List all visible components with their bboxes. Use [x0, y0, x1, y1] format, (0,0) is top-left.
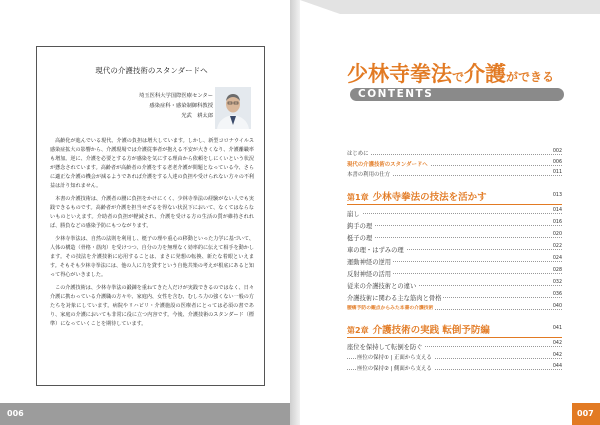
chapter-heading-1[interactable]: [347, 186, 562, 205]
toc-row[interactable]: 腰痛予防の観点からみた本書の介護技術 040: [347, 303, 562, 311]
page-gutter: [290, 0, 300, 425]
toc-row[interactable]: 従来の介護技術との違い 032: [347, 279, 562, 290]
foreword-box: [36, 46, 265, 386]
foreword-title: 現代の介護技術のスタンダードへ: [95, 66, 208, 75]
book-title: [347, 58, 587, 88]
toc-row[interactable]: 介護技術に関わる主な筋肉と骨格 036: [347, 291, 562, 302]
title-part: で: [452, 70, 465, 84]
foreword-paragraph: 少林寺拳法は、自然の法則を利用し、梃子の理や重心の移動といった力学に基づいて、人体の構造（骨格・筋肉）を受けつつ、自分の力を無理なく効率的に伝えて相手を動かします。その技法を介護技術に応用することは、まさに発想の転換、新たな着眼といえます。そもそも少林寺拳法には、他の人に力を貸すという自他共楽の考えが根底にあると知って得心がいきました。: [50, 236, 254, 278]
right-page: [300, 0, 600, 425]
title-part: 介護: [464, 62, 507, 86]
right-footer: [572, 403, 600, 425]
toc-row[interactable]: 座位の保持② | 側面から支える 044: [347, 363, 562, 374]
right-page-number: 007: [577, 409, 594, 418]
author-block: [113, 91, 213, 121]
toc-row[interactable]: 鈎手の理 016: [347, 219, 562, 230]
corner-decoration: [300, 0, 600, 14]
toc-row[interactable]: 崩し 014: [347, 207, 562, 218]
toc-row[interactable]: 梃子の理 020: [347, 231, 562, 242]
title-part: 少林寺拳法: [347, 62, 452, 86]
toc-row[interactable]: 反射神経の活用 028: [347, 267, 562, 278]
chapter-title: 介護技術の実践 転倒予防編: [372, 325, 490, 337]
author-name: 光武 耕太郎: [181, 113, 213, 119]
foreword-body: [50, 137, 254, 333]
foreword-paragraph: この介護技術は、少林寺拳法の鍛錬を重ねてきた人だけが実践できるのではなく、日々介護に携わっている介護職の方々や、家庭内、女性を含む、むしろ力の強くない一般の方たちを対象にしています。病院やリハビリ・介護施設の医療者にとっては必須の書であり、家庭の介護においても非常に役に立つ内容です。今後、介護技術のスタンダード（標準）になっていくことを期待しています。: [50, 285, 254, 327]
chapter-prefix: 第2章: [347, 326, 369, 336]
author-affiliation: 埼玉医科大学国際医療センター: [139, 93, 213, 99]
toc-row[interactable]: 本書の利用の仕方 011: [347, 170, 562, 179]
foreword-paragraph: 本書の介護技術は、介護者の腰に負担をかけにくく、少林寺拳法の経験がない人でも実践できるものです。高齢者が介護を担当せざるを得ない状況下において、なくてはならないものといえます。介助者の負担が軽減され、介護を受ける方の生活の質が維持されれば、勝負などの感染予防にもつながります。: [50, 196, 254, 229]
left-page-number: 006: [7, 409, 24, 418]
title-part: が: [506, 70, 519, 84]
chapter-page: 013: [552, 192, 562, 198]
chapter-heading-2[interactable]: [347, 319, 562, 338]
chapter-prefix: 第1章: [347, 192, 369, 202]
table-of-contents: [347, 148, 562, 374]
toc-row[interactable]: 運動神経の逆用 024: [347, 255, 562, 266]
left-page: [0, 0, 290, 425]
chapter-page: 041: [552, 326, 562, 332]
author-position: 感染症科・感染制御科教授: [149, 103, 213, 109]
author-photo: [215, 87, 251, 129]
toc-row[interactable]: 車の理・はずみの理 022: [347, 243, 562, 254]
toc-row[interactable]: 座位を保持して転倒を防ぐ 042: [347, 341, 562, 352]
foreword-paragraph: 高齢化が進んでいる現代、介護の負担は増大しています。しかし、新型コロナウイルス感染症拡大の影響から、介護現場では介護従事者が抱える不安が大きくなり、介護離職率も増加。逆に、介護を必要とする方が感染を気にする理由から依頼をしにくいという状況が懸念されています。高齢者が高齢者の介護をする老老介護が問題となっている今、さらに適正な介護の機会が減るようであれば介護をする人達の負担や受けられない方々の不利益は計り知れません。: [50, 138, 254, 189]
contents-label: CONTENTS: [358, 88, 434, 100]
contents-banner: [350, 88, 564, 101]
toc-row[interactable]: 座位の保持① | 正面から支える 042: [347, 352, 562, 363]
title-part: できる: [518, 70, 555, 84]
toc-row[interactable]: はじめに 002: [347, 149, 562, 157]
left-footer: [0, 403, 290, 425]
toc-row[interactable]: 現代の介護技術のスタンダードへ 006: [347, 159, 562, 168]
chapter-title: 少林寺拳法の技法を活かす: [372, 191, 487, 203]
